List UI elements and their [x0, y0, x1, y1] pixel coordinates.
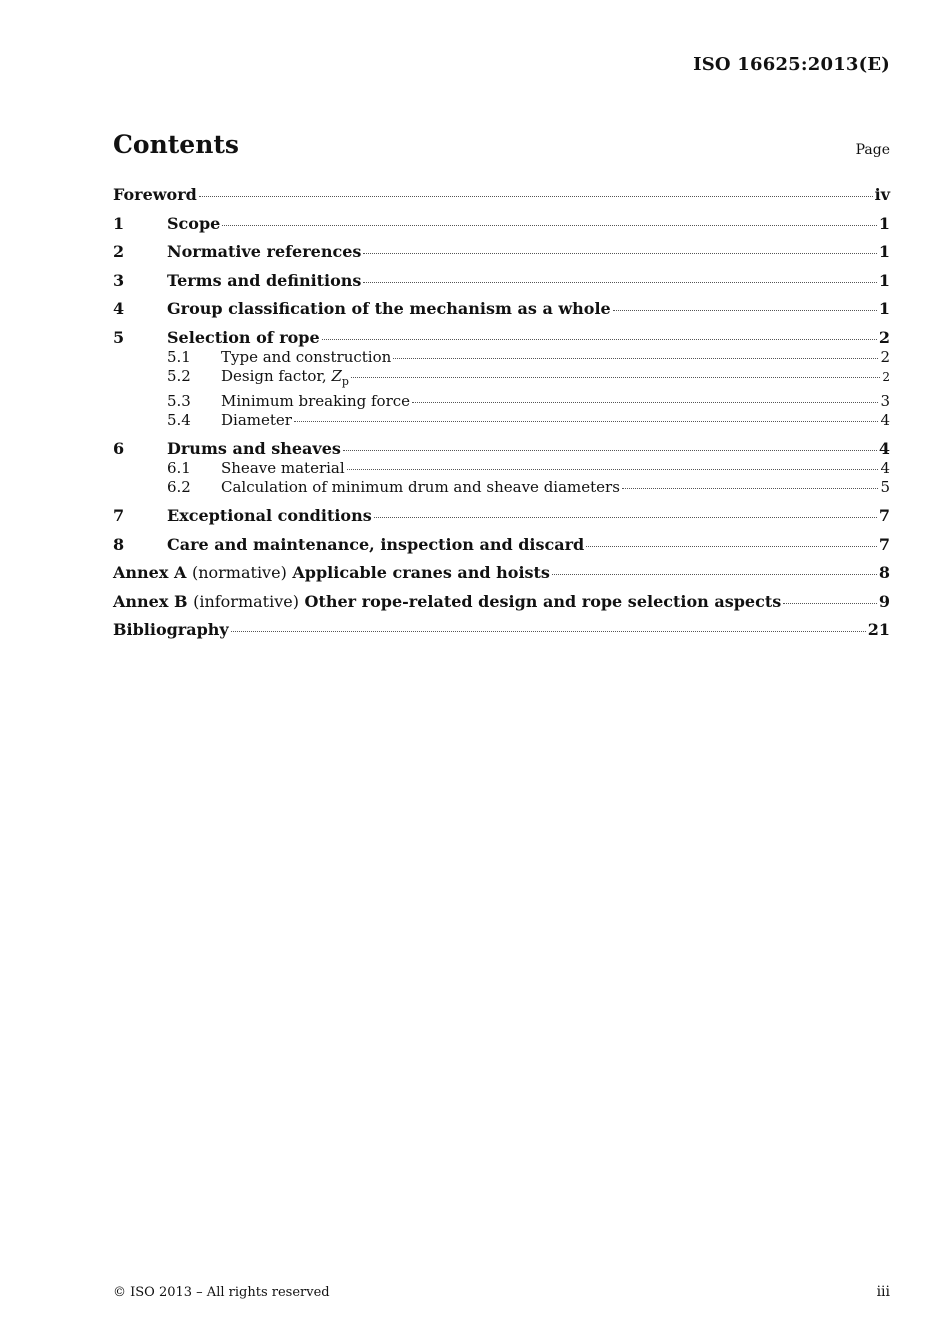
toc-entry-title: Drums and sheaves — [167, 438, 341, 458]
toc-entry-page: 7 — [878, 534, 890, 554]
dot-leader — [412, 402, 878, 403]
page-column-label: Page — [855, 142, 890, 158]
toc-entry-title: Care and maintenance, inspection and discard — [167, 534, 585, 554]
toc-entry-annex-a[interactable] — [113, 563, 890, 583]
dot-leader — [363, 253, 876, 254]
toc-entry-page: 1 — [878, 242, 890, 262]
toc-subentry-number: 6.1 — [167, 458, 191, 477]
dot-leader — [231, 631, 866, 632]
toc-entry-scope[interactable] — [113, 214, 890, 234]
toc-entry-title: Normative references — [167, 242, 362, 262]
document-id: ISO 16625:2013(E) — [693, 54, 890, 75]
toc-entry-title: Group classification of the mechanism as a whole — [167, 299, 611, 319]
toc-entry-page: 9 — [878, 591, 890, 611]
toc-subentry-page: 2 — [882, 370, 890, 385]
toc-subentry-number: 5.3 — [167, 391, 191, 410]
toc-subentry-number: 6.2 — [167, 478, 191, 497]
toc-subentry-minimum-diameters[interactable] — [113, 478, 890, 498]
toc-entry-drums-and-sheaves[interactable] — [113, 439, 890, 459]
toc-entry-number: 1 — [113, 213, 125, 233]
annex-label: Annex B — [113, 591, 188, 611]
subscript-p: p — [341, 375, 349, 389]
dot-leader — [199, 196, 873, 197]
footer-copyright: © ISO 2013 – All rights reserved — [113, 1285, 330, 1300]
toc-subentry-number: 5.4 — [167, 411, 191, 430]
dot-leader — [322, 339, 877, 340]
toc-entry-bibliography[interactable] — [113, 620, 890, 640]
toc-subentry-sheave-material[interactable] — [113, 459, 890, 479]
table-of-contents — [113, 185, 890, 649]
toc-entry-title: Bibliography — [113, 620, 229, 640]
toc-subentry-title: Minimum breaking force — [221, 391, 411, 410]
toc-entry-care-and-maintenance[interactable] — [113, 535, 890, 555]
toc-subentry-title: Design factor, $Z_p$ — [221, 367, 349, 389]
toc-entry-number: 8 — [113, 534, 125, 554]
dot-leader — [783, 603, 877, 604]
toc-entry-title: Selection of rope — [167, 327, 320, 347]
toc-subentry-minimum-breaking-force[interactable] — [113, 392, 890, 412]
dot-leader — [222, 225, 877, 226]
toc-entry-group-classification[interactable] — [113, 299, 890, 319]
dot-leader — [363, 282, 876, 283]
symbol-z: Z — [331, 367, 342, 386]
toc-subentry-design-factor[interactable] — [113, 367, 890, 392]
dot-leader — [393, 358, 878, 359]
toc-entry-number: 3 — [113, 270, 125, 290]
toc-subentry-title: Calculation of minimum drum and sheave diameters — [221, 478, 620, 497]
toc-entry-title: Foreword — [113, 185, 197, 204]
toc-entry-title — [113, 563, 550, 583]
toc-subentry-page: 4 — [880, 458, 890, 477]
toc-subentry-page: 4 — [880, 411, 890, 430]
dot-leader — [294, 421, 879, 422]
dot-leader — [351, 377, 880, 378]
toc-entry-page: 1 — [878, 213, 890, 233]
toc-entry-title: Exceptional conditions — [167, 505, 372, 525]
toc-entry-number: 2 — [113, 242, 125, 262]
toc-entry-selection-of-rope[interactable] — [113, 328, 890, 348]
annex-type: (normative) — [191, 563, 287, 583]
toc-subentry-page: 2 — [880, 347, 890, 366]
toc-subentry-diameter[interactable] — [113, 411, 890, 431]
toc-entry-page: 1 — [878, 270, 890, 290]
toc-entry-title — [113, 592, 781, 612]
annex-label: Annex A — [113, 563, 187, 583]
toc-entry-annex-b[interactable] — [113, 592, 890, 612]
toc-entry-number: 6 — [113, 438, 125, 458]
toc-entry-number: 5 — [113, 327, 125, 347]
toc-subentry-title: Type and construction — [221, 347, 392, 366]
annex-type: (informative) — [193, 591, 299, 611]
toc-entry-foreword[interactable] — [113, 185, 890, 205]
toc-entry-page: 4 — [878, 438, 890, 458]
toc-entry-exceptional-conditions[interactable] — [113, 506, 890, 526]
toc-entry-number: 7 — [113, 505, 125, 525]
toc-entry-page: 2 — [878, 327, 890, 347]
footer-page-number: iii — [876, 1284, 890, 1300]
toc-entry-page: 21 — [867, 620, 890, 640]
toc-entry-title: Scope — [167, 213, 221, 233]
toc-subentry-title: Diameter — [221, 411, 292, 430]
annex-title: Other rope-related design and rope selection aspects — [304, 591, 782, 611]
annex-title: Applicable cranes and hoists — [292, 563, 550, 583]
toc-subentry-number: 5.1 — [167, 347, 191, 366]
toc-subentry-number: 5.2 — [167, 367, 191, 386]
dot-leader — [613, 310, 877, 311]
toc-entry-title: Terms and definitions — [167, 270, 362, 290]
toc-subentry-page: 5 — [880, 478, 890, 497]
dot-leader — [586, 546, 877, 547]
dot-leader — [347, 469, 879, 470]
contents-heading: Contents — [113, 130, 240, 159]
dot-leader — [622, 488, 879, 489]
toc-entry-terms-and-definitions[interactable] — [113, 271, 890, 291]
toc-subentry-page: 3 — [880, 391, 890, 410]
toc-entry-normative-references[interactable] — [113, 242, 890, 262]
toc-entry-page: 8 — [878, 563, 890, 583]
toc-entry-page: 1 — [878, 299, 890, 319]
toc-entry-page: iv — [874, 185, 890, 204]
dot-leader — [374, 517, 877, 518]
toc-entry-number: 4 — [113, 299, 125, 319]
toc-subentry-type-and-construction[interactable] — [113, 348, 890, 368]
toc-entry-page: 7 — [878, 505, 890, 525]
dot-leader — [552, 574, 877, 575]
dot-leader — [343, 450, 877, 451]
toc-subentry-title: Sheave material — [221, 458, 345, 477]
